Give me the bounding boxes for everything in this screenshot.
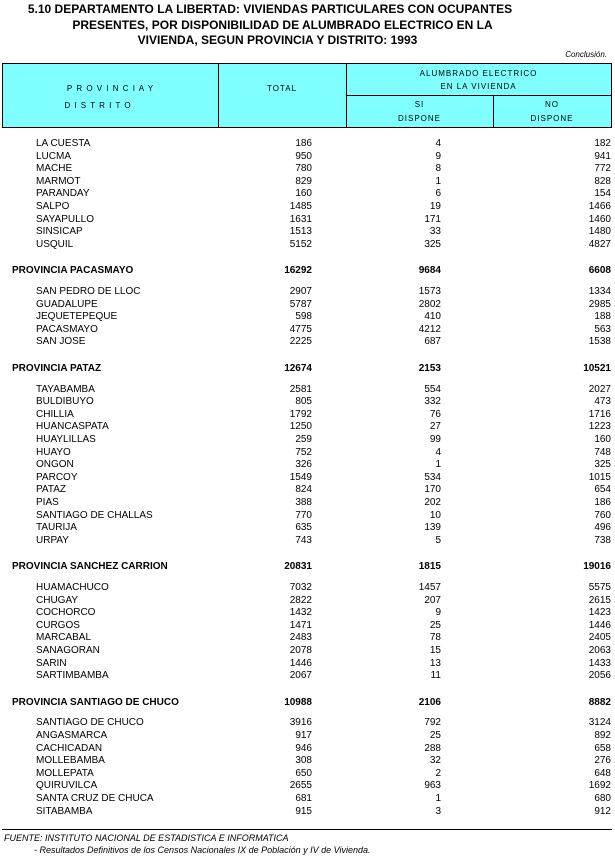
cell-no: 19016 (583, 561, 611, 573)
cell-no: 6608 (588, 265, 611, 277)
cell-si: 27 (429, 421, 441, 433)
cell-name: TAYABAMBA (36, 383, 95, 395)
footer-line-2: - Resultados Definitivos de los Censos Nacionales IX de Población y IV de Vivienda. (34, 845, 371, 855)
table-row (0, 472, 615, 484)
cell-name: PARANDAY (36, 188, 90, 200)
cell-si: 2802 (418, 298, 441, 310)
cell-no: 2405 (588, 632, 611, 644)
cell-total: 915 (295, 805, 312, 817)
cell-total: 770 (295, 509, 312, 521)
cell-no: 658 (594, 742, 611, 754)
cell-total: 1549 (289, 471, 312, 483)
cell-si: 171 (424, 213, 441, 225)
header-si-dispone: DISPONE (397, 114, 441, 123)
cell-total: 2067 (289, 670, 312, 682)
table-row (0, 535, 615, 547)
cell-total: 326 (295, 459, 312, 471)
cell-no: 496 (594, 522, 611, 534)
cell-name: PACASMAYO (36, 323, 98, 335)
cell-name: MOLLEBAMBA (36, 755, 105, 767)
cell-total: 752 (295, 446, 312, 458)
cell-si: 792 (424, 717, 441, 729)
cell-name: PIAS (36, 497, 59, 508)
cell-name: MARCABAL (36, 632, 92, 644)
cell-name: MOLLEPATA (36, 767, 94, 779)
table-row (0, 522, 615, 534)
cell-si: 1 (435, 793, 441, 804)
cell-no: 1223 (588, 421, 611, 433)
table-row (0, 768, 615, 780)
cell-total: 1250 (289, 421, 312, 433)
cell-name: GUADALUPE (36, 298, 98, 310)
cell-si: 76 (429, 408, 441, 420)
cell-total: 2483 (289, 632, 312, 644)
table-row (0, 336, 615, 348)
cell-si: 2 (435, 767, 441, 779)
footer-line-1: FUENTE: INSTITUTO NACIONAL DE ESTADISTICA E INFORMATICA (4, 833, 289, 843)
title-line-2: PRESENTES, POR DISPONIBILIDAD DE ALUMBRADO ELECTRICO EN LA (72, 17, 493, 32)
cell-no: 1692 (588, 780, 611, 792)
cell-name: SAN PEDRO DE LLOC (36, 286, 141, 297)
cell-si: 4 (435, 138, 441, 149)
cell-total: 7032 (289, 582, 312, 593)
table-row (0, 793, 615, 805)
header-en-la-vivienda: EN LA VIVIENDA (440, 82, 517, 91)
province-row (0, 265, 615, 277)
cell-si: 1573 (418, 286, 441, 297)
table-row (0, 311, 615, 323)
province-row (0, 697, 615, 709)
cell-name: PROVINCIA SANCHEZ CARRION (12, 561, 168, 573)
table-row (0, 447, 615, 459)
cell-name: SANTA CRUZ DE CHUCA (36, 793, 154, 804)
table-row (0, 755, 615, 767)
cell-no: 2056 (588, 670, 611, 682)
cell-si: 1 (435, 459, 441, 471)
cell-total: 16292 (284, 265, 312, 277)
cell-total: 1471 (289, 619, 312, 631)
cell-no: 5575 (588, 582, 611, 593)
cell-si: 5 (435, 534, 441, 546)
table-row (0, 286, 615, 298)
cell-si: 687 (424, 336, 441, 348)
table-row (0, 201, 615, 213)
cell-total: 2078 (289, 645, 312, 656)
cell-name: SITABAMBA (36, 805, 93, 817)
cell-si: 332 (424, 396, 441, 408)
cell-name: SARIN (36, 657, 67, 669)
cell-name: SANAGORAN (36, 645, 100, 656)
cell-si: 9 (435, 607, 441, 619)
cell-si: 4 (435, 446, 441, 458)
cell-name: PROVINCIA PACASMAYO (12, 265, 134, 277)
cell-name: COCHORCO (36, 607, 96, 619)
cell-name: SARTIMBAMBA (36, 670, 109, 682)
table-row (0, 582, 615, 594)
cell-si: 78 (429, 632, 441, 644)
cell-total: 950 (295, 150, 312, 162)
table-row (0, 780, 615, 792)
cell-no: 182 (594, 138, 611, 149)
cell-no: 1433 (588, 657, 611, 669)
cell-si: 202 (424, 497, 441, 508)
cell-total: 598 (295, 311, 312, 323)
cell-si: 170 (424, 484, 441, 496)
cell-total: 308 (295, 755, 312, 767)
table-row (0, 595, 615, 607)
cell-si: 15 (429, 645, 441, 656)
cell-si: 9684 (418, 265, 441, 277)
table-row (0, 497, 615, 509)
cell-no: 2985 (588, 298, 611, 310)
cell-si: 13 (429, 657, 441, 669)
cell-si: 9 (435, 150, 441, 162)
cell-no: 1466 (588, 201, 611, 212)
conclusion-note: Conclusión. (565, 50, 607, 59)
cell-total: 2581 (289, 383, 312, 395)
footer-source (4, 832, 371, 856)
cell-no: 654 (594, 484, 611, 496)
cell-total: 1513 (289, 226, 312, 238)
table-row (0, 421, 615, 433)
cell-no: 8882 (588, 696, 611, 708)
cell-si: 1815 (418, 561, 441, 573)
header-total: TOTAL (266, 84, 298, 93)
table-row (0, 239, 615, 251)
cell-name: PROVINCIA PATAZ (12, 363, 102, 374)
cell-total: 20831 (284, 561, 312, 573)
cell-si: 139 (424, 522, 441, 534)
cell-no: 2027 (588, 383, 611, 395)
cell-no: 772 (594, 163, 611, 175)
cell-no: 188 (594, 311, 611, 323)
cell-total: 917 (295, 730, 312, 741)
table-row (0, 658, 615, 670)
cell-no: 276 (594, 755, 611, 767)
cell-total: 780 (295, 163, 312, 175)
cell-name: SALPO (36, 201, 70, 212)
cell-total: 2655 (289, 780, 312, 792)
cell-no: 186 (594, 497, 611, 508)
cell-name: SAN JOSE (36, 336, 86, 348)
cell-name: SANTIAGO DE CHALLAS (36, 509, 153, 521)
cell-si: 410 (424, 311, 441, 323)
cell-no: 1480 (588, 226, 611, 238)
table-row (0, 806, 615, 818)
table-row (0, 730, 615, 742)
cell-total: 10988 (284, 696, 312, 708)
cell-total: 650 (295, 767, 312, 779)
cell-name: ONGON (36, 459, 74, 471)
cell-total: 635 (295, 522, 312, 534)
cell-name: CURGOS (36, 619, 80, 631)
header-no-dispone: DISPONE (530, 114, 574, 123)
table-row (0, 396, 615, 408)
cell-no: 680 (594, 793, 611, 804)
cell-si: 2153 (418, 363, 441, 374)
table-row (0, 607, 615, 619)
cell-total: 805 (295, 396, 312, 408)
cell-name: JEQUETEPEQUE (36, 311, 118, 323)
cell-no: 738 (594, 534, 611, 546)
cell-si: 25 (429, 619, 441, 631)
cell-total: 2822 (289, 594, 312, 606)
cell-name: PARCOY (36, 471, 78, 483)
header-divider (346, 95, 611, 96)
header-divider (218, 64, 219, 127)
header-distrito: D I S T R I T O (64, 101, 132, 110)
cell-no: 760 (594, 509, 611, 521)
cell-name: CACHICADAN (36, 742, 103, 754)
cell-si: 325 (424, 238, 441, 250)
cell-no: 10521 (583, 363, 611, 374)
cell-si: 8 (435, 163, 441, 175)
cell-no: 2615 (588, 594, 611, 606)
cell-total: 388 (295, 497, 312, 508)
cell-name: HUAYO (36, 446, 71, 458)
cell-si: 19 (429, 201, 441, 212)
cell-no: 154 (594, 188, 611, 200)
table-row (0, 743, 615, 755)
cell-no: 1423 (588, 607, 611, 619)
cell-total: 4775 (289, 323, 312, 335)
cell-name: URPAY (36, 534, 69, 546)
province-row (0, 363, 615, 375)
cell-no: 1446 (588, 619, 611, 631)
cell-no: 828 (594, 175, 611, 187)
cell-no: 1015 (588, 471, 611, 483)
cell-name: SINSICAP (36, 226, 83, 238)
table-row (0, 163, 615, 175)
table-row (0, 484, 615, 496)
table-row (0, 384, 615, 396)
cell-no: 325 (594, 459, 611, 471)
cell-name: CHILLIA (36, 408, 74, 420)
title-line-1: 5.10 DEPARTAMENTO LA LIBERTAD: VIVIENDAS PARTICULARES CON OCUPANTES (27, 2, 513, 16)
cell-si: 554 (424, 383, 441, 395)
cell-no: 912 (594, 805, 611, 817)
header-no: NO (545, 100, 559, 109)
cell-name: TAURIJA (36, 522, 77, 534)
cell-si: 25 (429, 730, 441, 741)
header-alumbrado: ALUMBRADO ELECTRICO (419, 69, 538, 78)
cell-total: 2907 (289, 286, 312, 297)
cell-total: 946 (295, 742, 312, 754)
cell-si: 1 (435, 175, 441, 187)
table-row (0, 299, 615, 311)
province-row (0, 561, 615, 573)
table-row (0, 670, 615, 682)
cell-si: 207 (424, 594, 441, 606)
cell-name: HUANCASPATA (36, 421, 109, 433)
cell-no: 648 (594, 767, 611, 779)
table-row (0, 188, 615, 200)
cell-si: 11 (430, 670, 441, 682)
cell-total: 12674 (284, 363, 312, 374)
cell-total: 1631 (289, 213, 312, 225)
table-row (0, 459, 615, 471)
cell-no: 1334 (588, 286, 611, 297)
table-row (0, 620, 615, 632)
cell-name: HUAYLILLAS (36, 434, 96, 445)
table-bottom-rule (2, 829, 612, 830)
table-row (0, 434, 615, 446)
cell-si: 288 (424, 742, 441, 754)
cell-name: USQUIL (36, 238, 74, 250)
cell-no: 892 (594, 730, 611, 741)
cell-si: 2106 (418, 696, 441, 708)
cell-name: SAYAPULLO (36, 213, 94, 225)
table-row (0, 151, 615, 163)
cell-si: 4212 (418, 323, 441, 335)
cell-name: LUCMA (36, 150, 72, 162)
table-row (0, 214, 615, 226)
cell-total: 743 (295, 534, 312, 546)
cell-total: 5152 (289, 238, 312, 250)
cell-no: 1460 (588, 213, 611, 225)
cell-name: MACHE (36, 163, 73, 175)
cell-total: 1446 (289, 657, 312, 669)
cell-total: 1792 (289, 408, 312, 420)
title-line-3: VIVIENDA, SEGUN PROVINCIA Y DISTRITO: 1993 (137, 33, 418, 47)
table-row (0, 138, 615, 150)
table-row (0, 717, 615, 729)
cell-name: SANTIAGO DE CHUCO (36, 717, 144, 729)
cell-si: 3 (435, 805, 441, 817)
cell-no: 3124 (588, 717, 611, 729)
cell-no: 563 (594, 323, 611, 335)
cell-total: 160 (295, 188, 312, 200)
table-row (0, 324, 615, 336)
table-row (0, 226, 615, 238)
cell-name: CHUGAY (36, 594, 79, 606)
table-row (0, 409, 615, 421)
cell-si: 32 (429, 755, 441, 767)
cell-total: 1432 (289, 607, 312, 619)
cell-name: BULDIBUYO (36, 396, 94, 408)
cell-name: PATAZ (36, 484, 66, 496)
cell-si: 10 (429, 509, 441, 521)
cell-name: QUIRUVILCA (36, 780, 98, 792)
cell-si: 534 (424, 471, 441, 483)
cell-total: 1485 (289, 201, 312, 212)
cell-no: 748 (594, 446, 611, 458)
table-row (0, 632, 615, 644)
cell-no: 4827 (588, 238, 611, 250)
cell-si: 6 (435, 188, 441, 200)
cell-total: 186 (295, 138, 312, 149)
cell-si: 33 (429, 226, 441, 238)
cell-name: PROVINCIA SANTIAGO DE CHUCO (12, 696, 179, 708)
cell-total: 824 (295, 484, 312, 496)
header-provincia: P R O V I N C I A Y (66, 84, 155, 93)
cell-total: 2225 (289, 336, 312, 348)
cell-name: ANGASMARCA (36, 730, 108, 741)
cell-name: HUAMACHUCO (36, 582, 109, 593)
cell-total: 829 (295, 175, 312, 187)
cell-no: 941 (594, 150, 611, 162)
table-row (0, 510, 615, 522)
table-row (0, 176, 615, 188)
cell-si: 99 (429, 434, 441, 445)
cell-si: 1457 (418, 582, 441, 593)
cell-si: 963 (424, 780, 441, 792)
cell-total: 5787 (289, 298, 312, 310)
cell-no: 1538 (588, 336, 611, 348)
cell-no: 160 (594, 434, 611, 445)
cell-no: 1716 (588, 408, 611, 420)
cell-total: 3916 (289, 717, 312, 729)
table-row (0, 645, 615, 657)
cell-total: 259 (295, 434, 312, 445)
header-si: SI (414, 100, 425, 109)
cell-total: 681 (295, 793, 312, 804)
table-title (0, 2, 615, 49)
cell-no: 473 (594, 396, 611, 408)
table-header (2, 63, 612, 128)
cell-name: LA CUESTA (36, 138, 91, 149)
cell-name: MARMOT (36, 175, 81, 187)
cell-no: 2063 (588, 645, 611, 656)
